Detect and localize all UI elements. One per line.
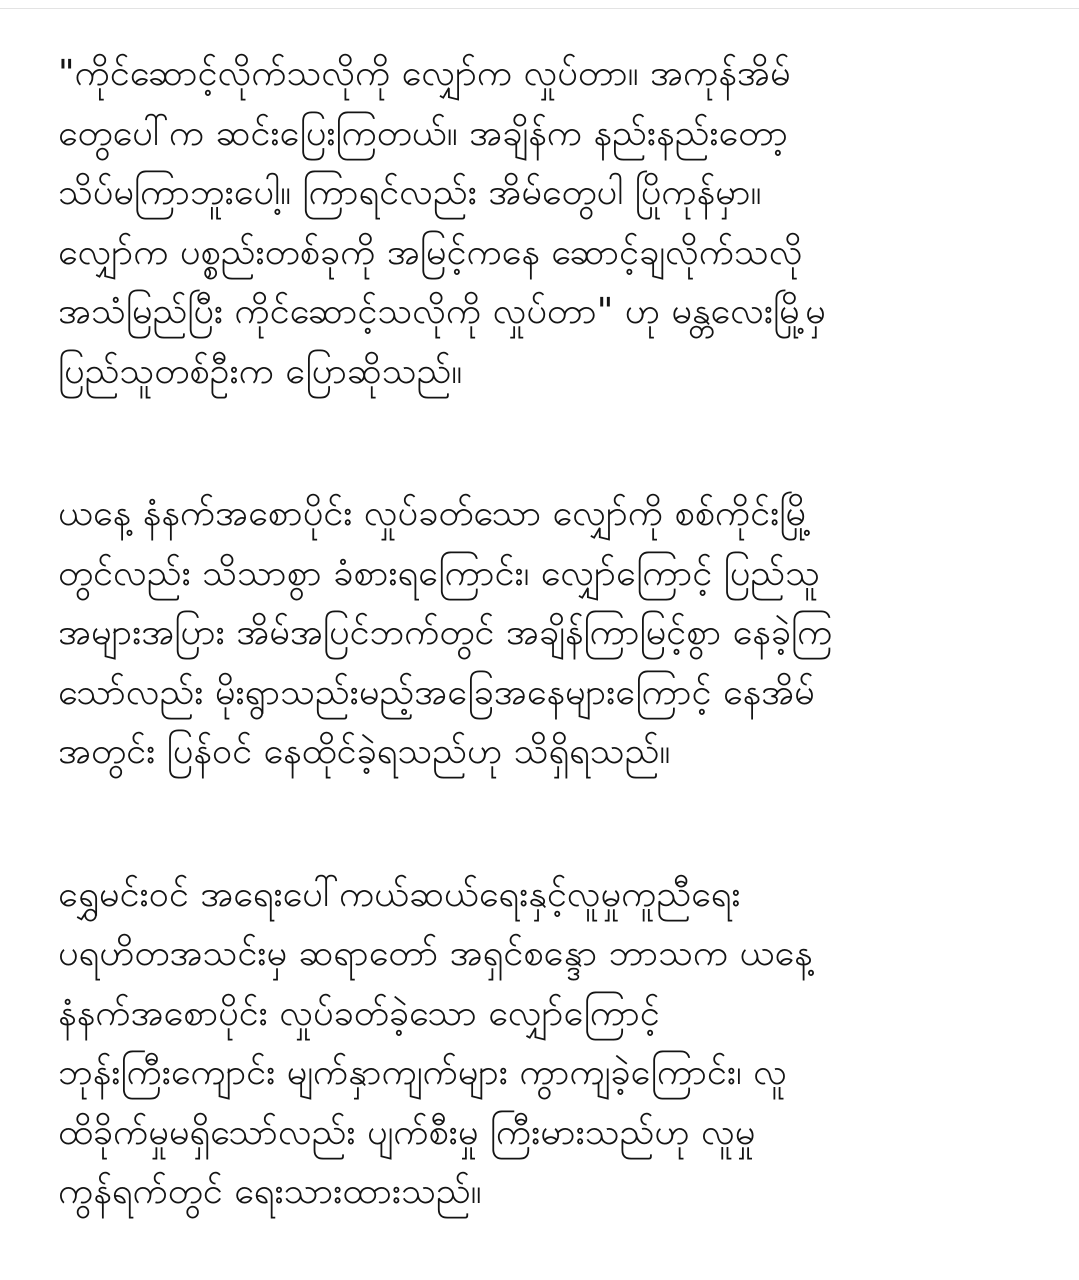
text-line: ထိခိုက်မှုမရှိသော်လည်း ပျက်စီးမှု ကြီးမားသည်ဟု လူမှု (58, 1111, 756, 1153)
paragraph (58, 865, 1048, 1222)
paragraph (58, 44, 1048, 401)
text-line: သော်လည်း မိုးရွာသည်းမည့်အခြေအနေများကြောင့် နေအိမ် (58, 671, 815, 713)
text-line: ယနေ့ နံနက်အစောပိုင်း လှုပ်ခတ်သော လျှော်ကို စစ်ကိုင်းမြို့ (58, 493, 812, 534)
text-line: ရွှေမင်းဝင် အရေးပေါ်ကယ်ဆယ်ရေးနှင့်လူမှုကူညီရေး (58, 873, 741, 915)
text-line: အတွင်း ပြန်ဝင် နေထိုင်ခဲ့ရသည်ဟု သိရှိရသည်။ (58, 731, 671, 772)
text-line: လျှော်က ပစ္စည်းတစ်ခုကို အမြင့်ကနေ ဆောင့်ချလိုက်သလို (58, 231, 803, 273)
article-body (58, 44, 1048, 1222)
text-line: နံနက်အစောပိုင်း လှုပ်ခတ်ခဲ့သော လျှော်ကြောင့် (58, 992, 660, 1034)
top-divider (0, 8, 1079, 9)
text-line: အသံမြည်ပြီး ကိုင်ဆောင့်သလိုကို လှုပ်တာ" ဟု မန္တလေးမြို့မှ (58, 291, 826, 332)
text-line: ဘုန်းကြီးကျောင်း မျက်နှာကျက်များ ကွာကျခဲ့ကြောင်း၊ လူ (58, 1052, 787, 1093)
text-line: အများအပြား အိမ်အပြင်ဘက်တွင် အချိန်ကြာမြင့်စွာ နေခဲ့ကြ (58, 612, 833, 653)
text-line: တွေပေါ်က ဆင်းပြေးကြတယ်။ အချိန်က နည်းနည်းတော့ (58, 112, 788, 154)
text-line: ပြည်သူတစ်ဦးက ပြောဆိုသည်။ (58, 350, 463, 392)
text-line: တွင်လည်း သိသာစွာ ခံစားရကြောင်း၊ လျှော်ကြောင့် ပြည်သူ (58, 552, 820, 594)
text-line: ပရဟိတအသင်းမှ ဆရာတော် အရှင်စန္ဒော ဘာသက ယနေ့ (58, 933, 813, 974)
paragraph-spacer (58, 401, 1048, 484)
paragraph (58, 484, 1048, 782)
text-line: "ကိုင်ဆောင့်လိုက်သလိုကို လျှော်က လှုပ်တာ။ အကုန်အိမ် (58, 53, 791, 94)
text-line: ကွန်ရက်တွင် ရေးသားထားသည်။ (58, 1171, 482, 1212)
paragraph-spacer (58, 782, 1048, 865)
text-line: သိပ်မကြာဘူးပေါ့။ ကြာရင်လည်း အိမ်တွေပါ ပြိုကုန်မှာ။ (58, 172, 762, 213)
